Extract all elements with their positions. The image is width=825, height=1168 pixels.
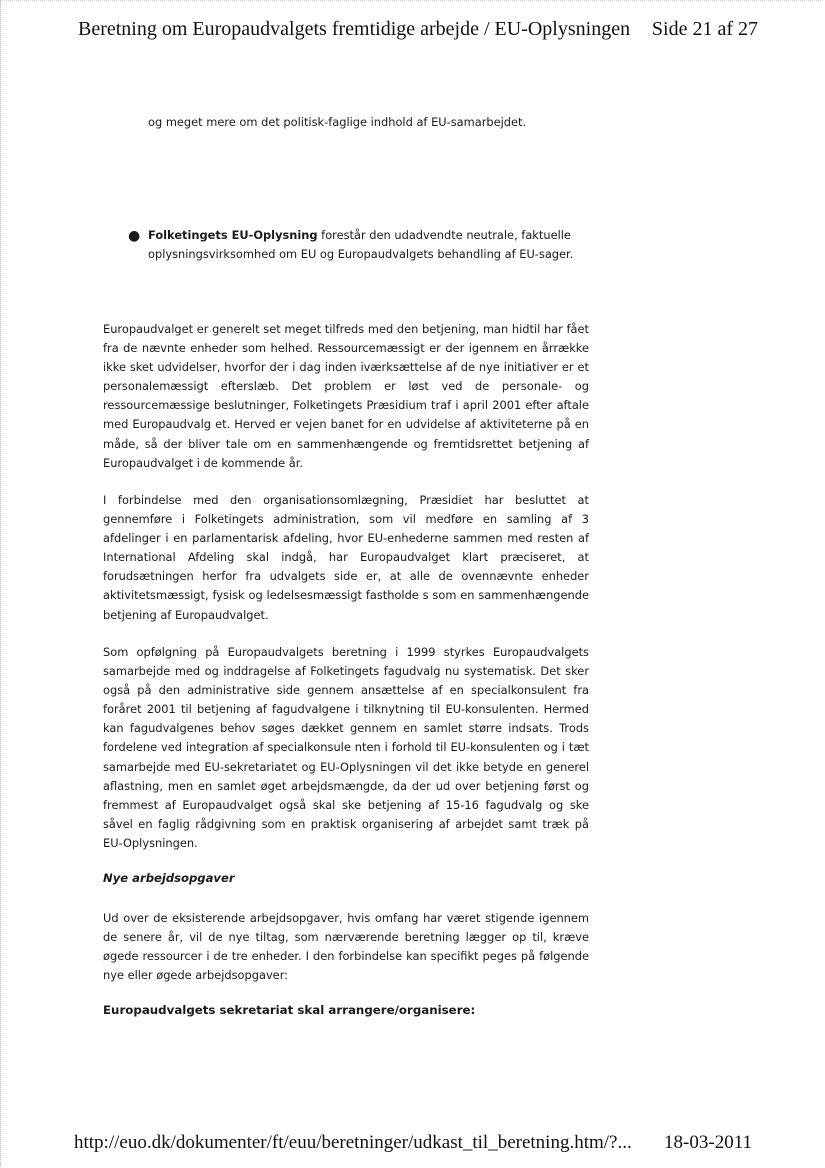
footer-date: 18-03-2011 <box>664 1132 752 1153</box>
bullet-dot-icon: ● <box>128 228 141 244</box>
intro-line: og meget mere om det politisk-faglige indhold af EU-samarbejdet. <box>148 115 527 129</box>
section-heading: Nye arbejdsopgaver <box>103 871 235 885</box>
paragraph-3: Som opfølgning på Europaudvalgets beretning i 1999 styrkes Europaudvalgets samarbejde med og inddragelse af Folketingets fagudvalg nu systematisk. Det sker også på den administrative side gennem ansættelse af en specialkonsulent fra foråret 2001 til betjening af fagudvalgene i tilknytning til EU-konsulenten. Hermed kan fagudvalgenes behov søges dækket gennem en samlet større indsats. Trods fordelene ved integration af specialkonsule nten i forhold til EU-konsulenten og i tæt samarbejde med EU-sekretariatet og EU-Oplysningen vil det ikke betyde en generel aflastning, men en samlet øget arbejdsmængde, da der ud over betjening først og fremmest af Europaudvalget også skal ske betjening af 15-16 fagudvalg og ske såvel en faglig rådgivning som en praktisk organisering af arbejdet samt træk på EU-Oplysningen. <box>103 645 589 850</box>
bullet-text <box>148 226 588 264</box>
bullet-item <box>128 226 588 264</box>
paragraph-1: Europaudvalget er generelt set meget tilfreds med den betjening, man hidtil har fået fra de nævnte enheder som helhed. Ressourcemæssigt er der igennem en årrække ikke sket udvidelser, hvorfor der i dag inden iværksættelse af de nye initiativer er et personalemæssigt efterslæb. Det problem er løst ved de personale- og ressourcemæssige beslutninger, Folketingets Præsidium traf i april 2001 efter aftale med Europaudvalg et. Herved er vejen banet for en udvidelse af aktiviteterne på en måde, så der bliver tale om en sammenhængende og fremtidsrettet betjening af Europaudvalget i de kommende år. <box>103 322 589 470</box>
paragraph-2: I forbindelse med den organisationsomlægning, Præsidiet har besluttet at gennemføre i Folketingets administration, som vil medføre en samling af 3 afdelinger i en parlamentarisk afdeling, hvor EU-enhederne sammen med resten af International Afdeling skal indgå, har Europaudvalget klart præciseret, at forudsætningen herfor fra udvalgets side er, at alle de ovennævnte enheder aktivitetsmæssigt, fysisk og ledelsesmæssigt fastholde s som en sammenhængende betjening af Europaudvalget. <box>103 493 589 622</box>
subheading: Europaudvalgets sekretariat skal arrangere/organisere: <box>103 1003 476 1017</box>
bullet-body: forestår den udadvendte neutrale, faktuelle oplysningsvirksomhed om EU og Europaudvalgets behandling af EU-sager. <box>148 228 574 261</box>
section-paragraph: Ud over de eksisterende arbejdsopgaver, hvis omfang har været stigende igennem de senere år, vil de nye tiltag, som nærværende beretning lægger op til, kræve øgede ressourcer i de tre enheder. I den forbindelse kan specifikt peges på følgende nye eller øgede arbejdsopgaver: <box>103 911 589 983</box>
page-number: Side 21 af 27 <box>651 18 758 40</box>
footer-url: http://euo.dk/dokumenter/ft/euu/beretninger/udkast_til_beretning.htm/?... <box>74 1132 632 1153</box>
bullet-bold-lead: Folketingets EU-Oplysning <box>148 228 318 242</box>
header-title: Beretning om Europaudvalgets fremtidige arbejde / EU-Oplysningen <box>78 18 631 40</box>
